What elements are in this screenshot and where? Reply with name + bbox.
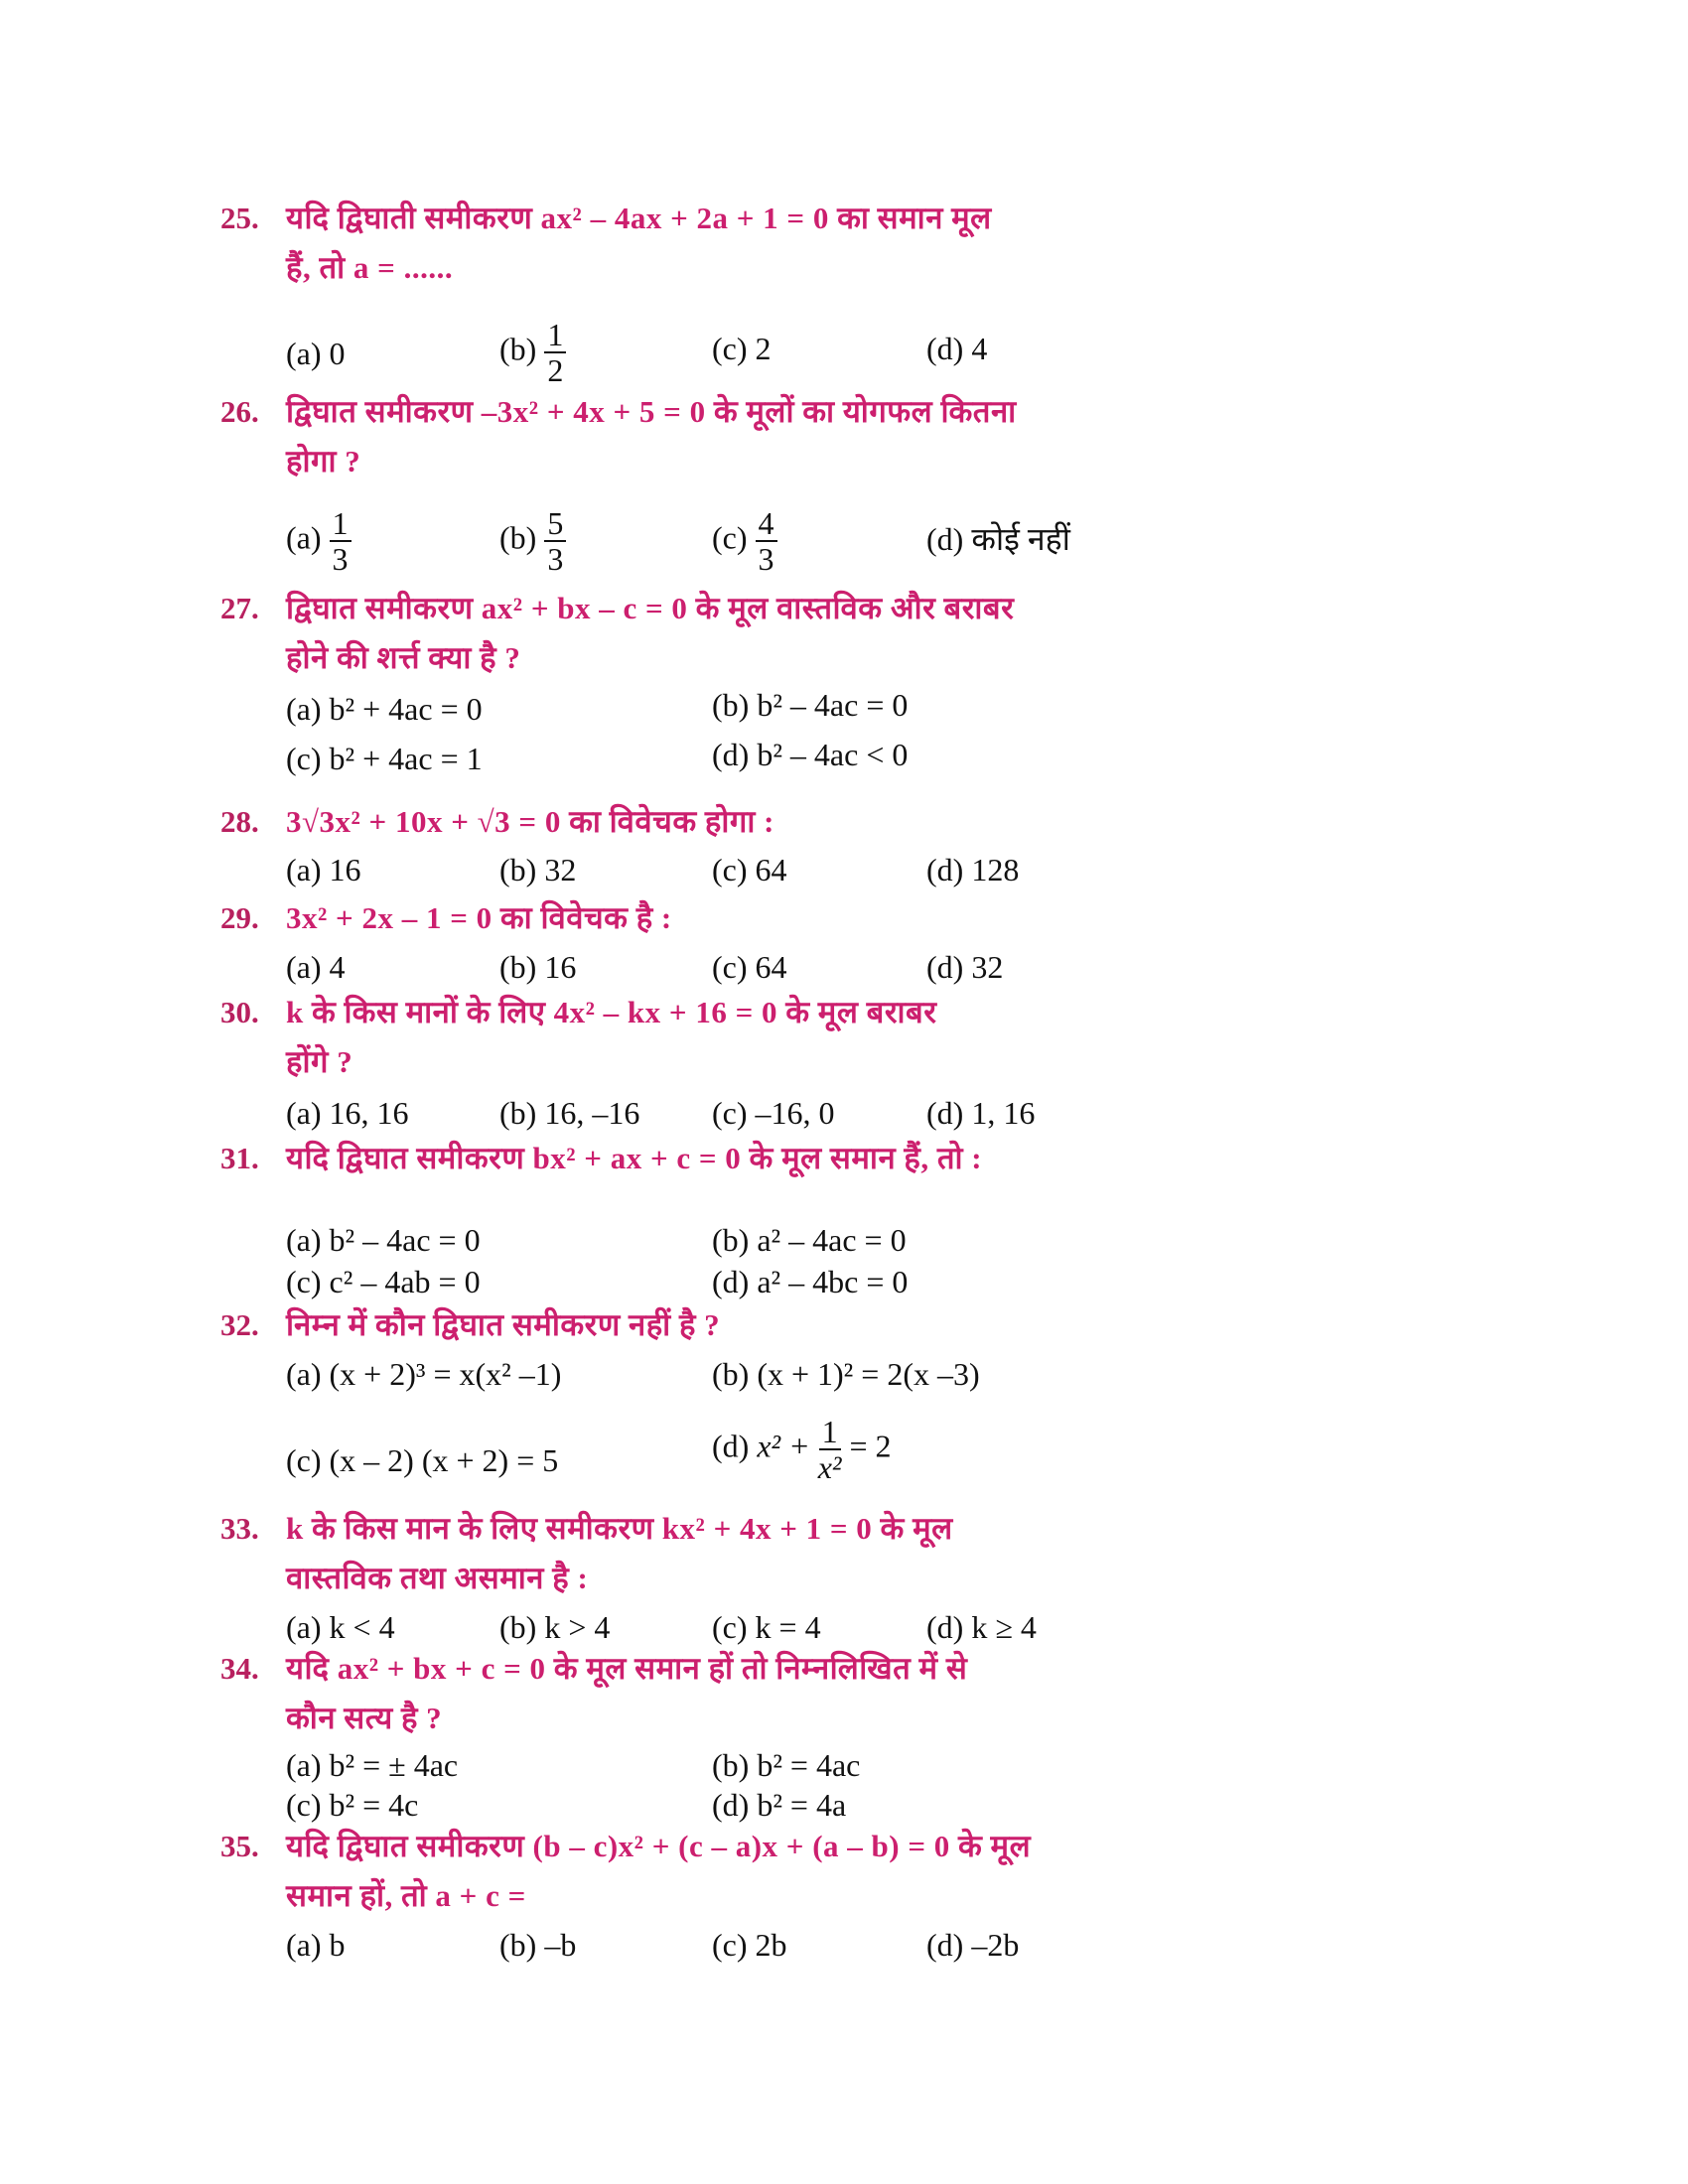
question-number: 26. [220,394,259,429]
option-c[interactable]: (c) 64 [712,949,787,985]
option-b[interactable]: (b) 16 [499,949,577,985]
option-b[interactable]: (b) 16, –16 [499,1095,640,1131]
question-text-line1: यदि द्विघाती समीकरण ax² – 4ax + 2a + 1 = 0 का समान मूल [286,201,992,235]
option-d[interactable]: (d) x² + $\frac{1}{\text{x²}}$ = 2 [712,1414,892,1485]
option-c[interactable]: (c) –16, 0 [712,1095,835,1131]
option-c[interactable]: (c) 64 [712,852,787,887]
question-text-line2: होने की शर्त्त क्या है ? [286,640,521,675]
option-c[interactable]: (c) (x – 2) (x + 2) = 5 [286,1442,559,1478]
option-d[interactable]: (d) a² – 4bc = 0 [712,1264,909,1299]
option-c[interactable]: (c) $\frac{4}{3}$ [712,506,777,576]
question-number: 29. [220,900,259,935]
question-number: 35. [220,1829,259,1863]
option-d[interactable]: (d) k ≥ 4 [926,1609,1037,1645]
option-d[interactable]: (d) 1, 16 [926,1095,1036,1131]
option-d[interactable]: (d) b² = 4a [712,1787,847,1823]
question-26 [220,387,1144,486]
fraction: $\frac{4}{3}$ [756,506,777,576]
option-a[interactable]: (a) $\frac{1}{3}$ [286,506,352,576]
option-a[interactable]: (a) 4 [286,949,346,985]
fraction: $\frac{1}{3}$ [330,506,352,576]
question-text-line1: यदि ax² + bx + c = 0 के मूल समान हों तो निम्नलिखित में से [286,1651,968,1686]
question-27 [220,584,1144,683]
fraction: $\frac{1}{2}$ [544,318,566,387]
option-d[interactable]: (d) कोई नहीं [926,521,1070,557]
question-text-line2: होंगे ? [286,1044,353,1079]
question-text-line1: 3√3x² + 10x + √3 = 0 का विवेचक होगा : [286,804,774,839]
option-c[interactable]: (c) 2b [712,1927,787,1963]
question-text-line1: 3x² + 2x – 1 = 0 का विवेचक है : [286,900,672,935]
question-number: 33. [220,1511,259,1546]
question-text-line1: निम्न में कौन द्विघात समीकरण नहीं है ? [286,1307,721,1342]
option-b[interactable]: (b) b² – 4ac = 0 [712,687,909,723]
question-text-line1: k के किस मानों के लिए 4x² – kx + 16 = 0 के मूल बराबर [286,995,937,1029]
question-text-line1: द्विघात समीकरण ax² + bx – c = 0 के मूल वास्तविक और बराबर [286,591,1015,625]
option-a[interactable]: (a) b² – 4ac = 0 [286,1222,481,1258]
option-b[interactable]: (b) b² = 4ac [712,1747,861,1783]
question-number: 30. [220,995,259,1029]
question-text-line1: k के किस मान के लिए समीकरण kx² + 4x + 1 = 0 के मूल [286,1511,953,1546]
option-a[interactable]: (a) k < 4 [286,1609,395,1645]
option-b[interactable] [499,318,566,387]
option-a[interactable]: (a) 16, 16 [286,1095,409,1131]
question-number: 31. [220,1141,259,1175]
option-b[interactable]: (b) $\frac{5}{3}$ [499,506,566,576]
question-32 [220,1300,1144,1350]
option-d[interactable]: (d) 32 [926,949,1004,985]
question-29 [220,893,1144,943]
question-number: 25. [220,201,259,235]
question-text-line2: समान हों, तो a + c = [286,1878,526,1913]
question-34 [220,1644,1144,1743]
option-b[interactable]: (b) –b [499,1927,577,1963]
option-c[interactable]: (c) c² – 4ab = 0 [286,1264,481,1299]
option-a[interactable]: (a) 0 [286,336,346,371]
question-text-line2: वास्तविक तथा असमान है : [286,1561,589,1595]
option-b[interactable]: (b) (x + 1)² = 2(x –3) [712,1356,980,1392]
option-d[interactable]: (d) 4 [926,331,988,366]
question-number: 27. [220,591,259,625]
question-number: 34. [220,1651,259,1686]
option-d[interactable]: (d) b² – 4ac < 0 [712,737,909,772]
question-number: 28. [220,804,259,839]
question-35 [220,1822,1144,1921]
fraction: $\frac{5}{3}$ [544,506,566,576]
question-text-line2: हैं, तो a = ...... [286,250,454,285]
option-d[interactable]: (d) 128 [926,852,1020,887]
question-text-line2: कौन सत्य है ? [286,1701,443,1735]
option-b[interactable]: (b) 32 [499,852,577,887]
option-a[interactable]: (a) 16 [286,852,361,887]
question-text-line1: द्विघात समीकरण –3x² + 4x + 5 = 0 के मूलों का योगफल कितना [286,394,1017,429]
question-text-line1: यदि द्विघात समीकरण bx² + ax + c = 0 के मूल समान हैं, तो : [286,1141,983,1175]
option-d[interactable]: (d) –2b [926,1927,1020,1963]
option-a[interactable]: (a) b² = ± 4ac [286,1747,459,1783]
option-a[interactable]: (a) b² + 4ac = 0 [286,691,483,727]
question-30 [220,988,1144,1087]
option-c[interactable]: (c) k = 4 [712,1609,821,1645]
question-text-line2: होगा ? [286,444,361,478]
option-b[interactable]: (b) k > 4 [499,1609,611,1645]
fraction: $\frac{1}{\text{x²}}$ [817,1414,842,1485]
question-text-line1: यदि द्विघात समीकरण (b – c)x² + (c – a)x + (a – b) = 0 के मूल [286,1829,1032,1863]
option-label: (b) [499,331,537,367]
option-b[interactable]: (b) a² – 4ac = 0 [712,1222,907,1258]
option-c[interactable]: (c) 2 [712,331,772,366]
question-28 [220,797,1144,847]
question-number: 32. [220,1307,259,1342]
option-a[interactable]: (a) b [286,1927,346,1963]
option-c[interactable]: (c) b² = 4c [286,1787,419,1823]
question-31 [220,1134,1144,1183]
option-a[interactable]: (a) (x + 2)³ = x(x² –1) [286,1356,562,1392]
option-c[interactable]: (c) b² + 4ac = 1 [286,741,483,776]
question-25 [220,194,1144,293]
question-33 [220,1504,1144,1603]
